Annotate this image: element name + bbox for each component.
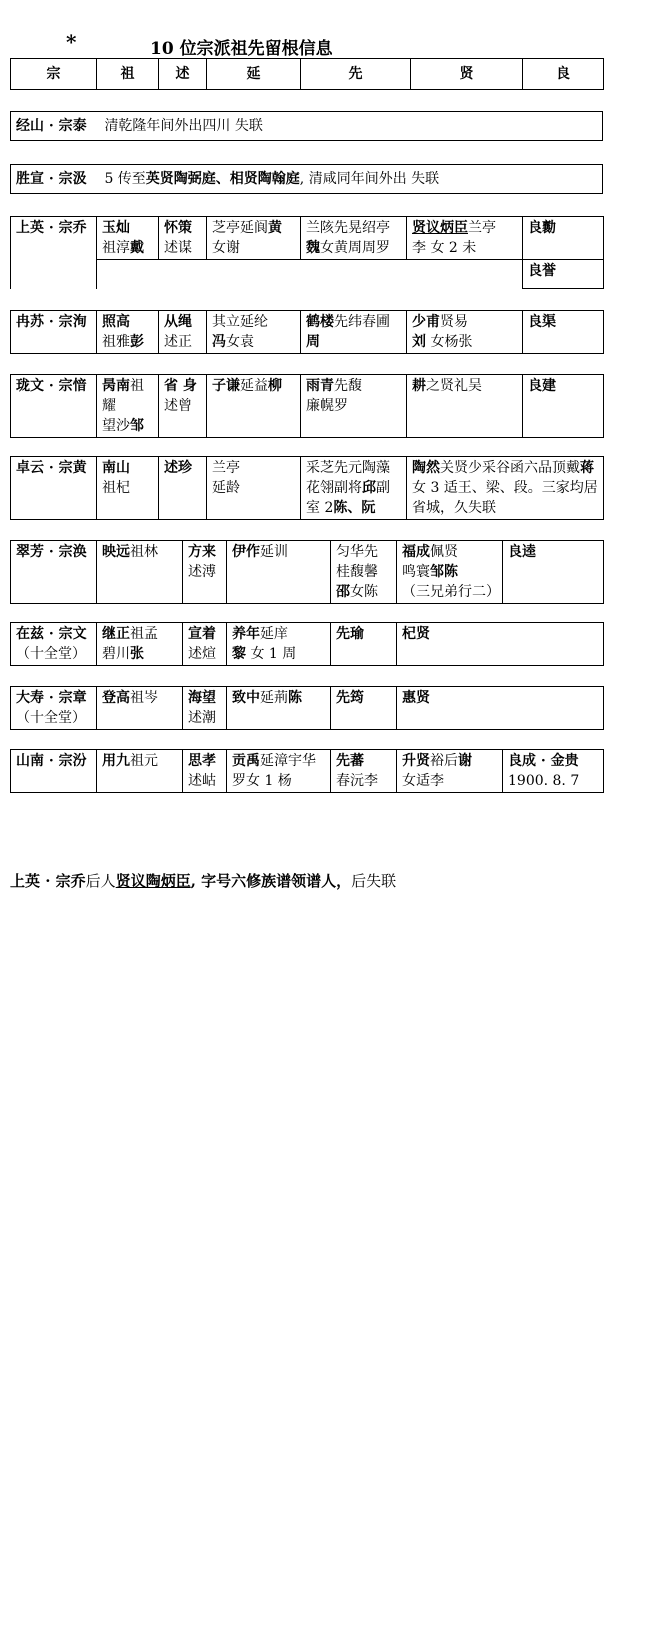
cell-xian: 兰陔先晃绍亭 魏女黄周周罗 <box>301 217 407 260</box>
cell-zu: 南山 祖杞 <box>97 457 159 520</box>
cell-xian: 先筠 <box>331 687 397 730</box>
branch-name-cell <box>11 687 97 730</box>
cell-xian2: 惠贤 <box>397 687 604 730</box>
header-zong: 宗 <box>11 59 97 90</box>
branch-note-c: , 清咸同年间外出 失联 <box>299 171 440 187</box>
row-longwen <box>10 374 604 438</box>
cell-shu: 述珍 <box>159 457 207 520</box>
cell-xian: 采芝先元陶藻花翎副将邱副室 2陈、阮 <box>301 457 407 520</box>
cell-liang: 良逵 <box>503 541 604 604</box>
branch-name: 珑文 · 宗愔 <box>11 375 97 438</box>
header-zu: 祖 <box>97 59 159 90</box>
cell-zu: 照高 祖雅彭 <box>97 311 159 354</box>
cell-xian2: 耕之贤礼吴 <box>407 375 523 438</box>
cell-zu: 继正祖孟 碧川张 <box>97 623 183 666</box>
row-cuifang <box>10 540 604 604</box>
cell-shu: 宣着 述煊 <box>183 623 227 666</box>
cell-xian2: 贤议炳臣兰亭 李 女 2 未 <box>407 217 523 260</box>
cell-yan: 兰亭 延龄 <box>207 457 301 520</box>
header-xian2: 贤 <box>411 59 523 90</box>
branch-name: 经山 · 宗泰 <box>16 118 87 134</box>
cell-shu: 怀策 述谋 <box>159 217 207 260</box>
cell-liang-2: 良誉 <box>523 260 604 289</box>
branch-name: 胜宣 · 宗汲 <box>16 171 87 187</box>
cell-yan: 贡禹延漳宇华 罗女 1 杨 <box>227 750 331 793</box>
cell-yan: 伊作延训 <box>227 541 331 604</box>
row-zaizi <box>10 622 604 666</box>
cell-liang: 良成 · 金贵 1900. 8. 7 <box>503 750 604 793</box>
title-star: * <box>66 30 77 54</box>
cell-liang: 良建 <box>523 375 604 438</box>
footer-note <box>10 870 396 891</box>
cell-zu: 映远祖林 <box>97 541 183 604</box>
branch-note: 清乾隆年间外出四川 失联 <box>104 118 263 134</box>
cell-zu: 登高祖岑 <box>97 687 183 730</box>
cell-yan: 养年延庠 黎 女 1 周 <box>227 623 331 666</box>
note-text-1: 后人 <box>85 872 116 890</box>
branch-hall: （十全堂） <box>16 710 86 726</box>
cell-xian: 先蕃 春沅李 <box>331 750 397 793</box>
cell-liang-1: 良勷 <box>523 217 604 260</box>
cell-zu: 玉灿 祖淳戴 <box>97 217 159 260</box>
cell-shu: 方来 述溥 <box>183 541 227 604</box>
cell-yan: 子谦延益柳 <box>207 375 301 438</box>
cell-shu: 思孝 述岵 <box>183 750 227 793</box>
note-branch: 上英 · 宗乔 <box>10 872 86 890</box>
note-person: 贤议陶炳臣 <box>115 872 191 890</box>
cell-xian2: 杞贤 <box>397 623 604 666</box>
cell-xian2: 福成佩贤 鸣寰邹陈 （三兄弟行二） <box>397 541 503 604</box>
note-text-3: 后失联 <box>351 872 397 890</box>
branch-name: 山南 · 宗汾 <box>11 750 97 793</box>
row-ransu <box>10 310 604 354</box>
header-table <box>10 58 604 90</box>
note-text-2: , 字号六修族谱领谱人， <box>190 872 352 890</box>
cell-shu: 海望 述潮 <box>183 687 227 730</box>
cell-liang: 良渠 <box>523 311 604 354</box>
header-yan: 延 <box>207 59 301 90</box>
row-dashou <box>10 686 604 730</box>
cell-xian2: 少甫贤易 刘 女杨张 <box>407 311 523 354</box>
branch-note-b: 英贤陶弼庭、相贤陶翰庭 <box>145 171 300 187</box>
row-zhuoyun <box>10 456 604 520</box>
branch-name-cell <box>11 623 97 666</box>
branch-name: 冉苏 · 宗洵 <box>11 311 97 354</box>
branch-name: 在兹 · 宗文 <box>16 626 87 642</box>
cell-xian: 匀华先桂馥馨邵女陈 <box>331 541 397 604</box>
cell-shu: 从绳 述正 <box>159 311 207 354</box>
page-title: 10 位宗派祖先留根信息 <box>150 39 333 59</box>
branch-name: 上英 · 宗乔 <box>11 217 97 289</box>
branch-name: 翠芳 · 宗涣 <box>11 541 97 604</box>
row-shangying <box>10 216 604 289</box>
header-shu: 述 <box>159 59 207 90</box>
header-liang: 良 <box>523 59 604 90</box>
branch-hall: （十全堂） <box>16 646 86 662</box>
branch-name: 大寿 · 宗章 <box>16 690 87 706</box>
cell-shu: 省 身 述曾 <box>159 375 207 438</box>
cell-xian: 先瑜 <box>331 623 397 666</box>
branch-note-a: 5 传至 <box>104 171 146 187</box>
row-shengxuan <box>10 164 603 194</box>
branch-name: 卓云 · 宗黄 <box>11 457 97 520</box>
row-shannan <box>10 749 604 793</box>
cell-xian: 雨青先馥 廉幌罗 <box>301 375 407 438</box>
cell-zu: 昺南祖耀 望沙邹 <box>97 375 159 438</box>
cell-yan: 芝亭延阆黄 女谢 <box>207 217 301 260</box>
cell-xian2: 升贤裕后谢 女适李 <box>397 750 503 793</box>
cell-zu: 用九祖元 <box>97 750 183 793</box>
row-jingshan <box>10 111 603 141</box>
cell-yan: 其立延纶 冯女袁 <box>207 311 301 354</box>
cell-xian2: 陶然关贤少采谷函六品顶戴蒋女 3 适王、梁、段。三家均居省城，久失联 <box>407 457 604 520</box>
cell-yan: 致中延荊陈 <box>227 687 331 730</box>
cell-xian: 鹤楼先纬春圃 周 <box>301 311 407 354</box>
header-xian: 先 <box>301 59 411 90</box>
